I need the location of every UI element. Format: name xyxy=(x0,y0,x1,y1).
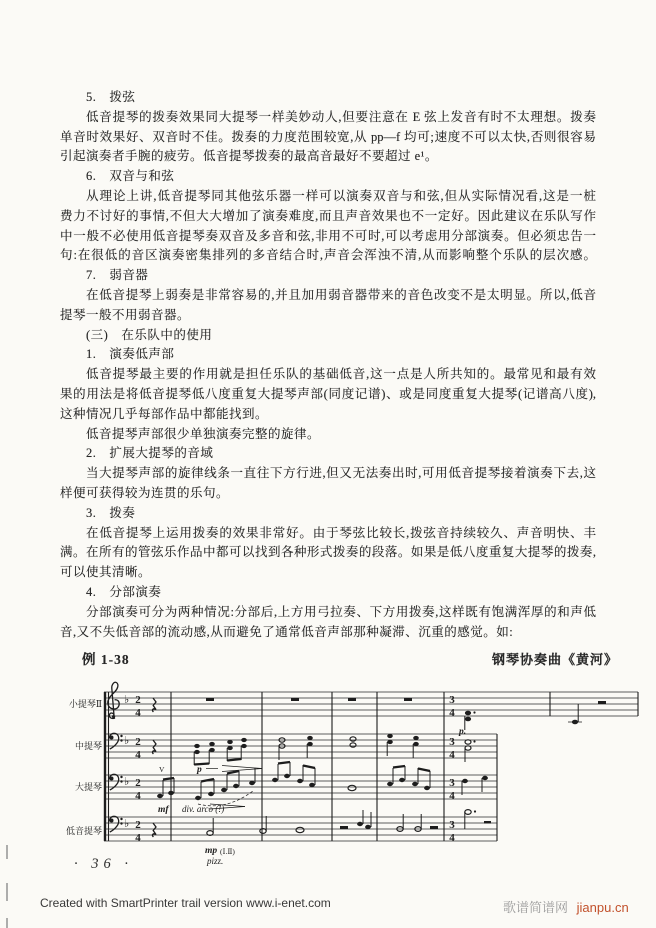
svg-text:4: 4 xyxy=(135,707,141,719)
section-heading: 2. 扩展大提琴的音域 xyxy=(86,446,214,461)
section-heading: 3. 拨奏 xyxy=(86,505,136,520)
scan-artifact-line xyxy=(6,918,8,928)
site-name: 歌谱简谱网 xyxy=(503,900,569,915)
body-text-line: 这种情况几乎每部作品中都能找到。 xyxy=(60,406,269,421)
svg-text:4: 4 xyxy=(135,832,141,844)
svg-text:3: 3 xyxy=(449,694,455,706)
site-domain: jianpu.cn xyxy=(576,900,629,915)
svg-text:2: 2 xyxy=(135,736,141,748)
body-text-line: 果的用法是将低音提琴低八度重复大提琴声部(同度记谱)、或是同度重复大提琴(记谱高八度), xyxy=(60,386,596,401)
svg-text:4: 4 xyxy=(449,707,455,719)
svg-text:4: 4 xyxy=(449,832,455,844)
divisi-arco-text: div. arco (!) xyxy=(182,804,225,814)
body-text-line: 费力不讨好的事情,不但大大增加了演奏难度,而且声音效果也不一定好。因此建议在乐队写作 xyxy=(60,208,596,223)
body-text-line: 中一般不必使用低音提琴奏双音及多音和弦,非用不可时,可以考虑用分部演奏。但必须忠告一 xyxy=(60,228,596,243)
body-text-line: 分部演奏可分为两种情况:分部后,上方用弓拉奏、下方用拨奏,这样既有饱满浑厚的和声低 xyxy=(86,604,596,619)
bass-clef-icon xyxy=(109,733,122,749)
hairpin-viola xyxy=(206,766,262,772)
staff-doublebass xyxy=(104,817,497,841)
body-text-line: 在低音提琴上弱奏是非常容易的,并且加用弱音器带来的音色改变不是太明显。所以,低音 xyxy=(86,287,596,302)
time-signature xyxy=(135,694,141,844)
svg-text:4: 4 xyxy=(449,749,455,761)
flat-icon: ♭ xyxy=(124,775,130,788)
page-number: · 36 · xyxy=(74,856,133,872)
svg-text:4: 4 xyxy=(135,749,141,761)
violin2-notes xyxy=(206,698,606,730)
section-heading: 6. 双音与和弦 xyxy=(86,169,175,184)
flat-icon: ♭ xyxy=(124,817,130,830)
svg-text:3: 3 xyxy=(449,777,455,789)
site-watermark xyxy=(503,897,629,916)
section-heading: 4. 分部演奏 xyxy=(86,584,162,599)
example-caption-row xyxy=(60,648,618,668)
staff-label-cello: 大提琴 xyxy=(74,782,102,792)
body-text xyxy=(60,88,596,642)
body-text-line: 在低音提琴上运用拨奏的效果非常好。由于琴弦比较长,拨弦音持续较久、声音明快、丰 xyxy=(86,525,596,540)
svg-text:4: 4 xyxy=(135,790,141,802)
body-text-line: 提琴一般不用弱音器。 xyxy=(60,307,191,322)
flat-icon: ♭ xyxy=(124,734,130,747)
flat-icon: ♭ xyxy=(124,693,130,706)
body-text-line: 引起演奏者手腕的疲劳。低音提琴拨奏的最高音最好不要超过 e¹。 xyxy=(60,149,438,164)
section-heading: 7. 弱音器 xyxy=(86,268,149,283)
body-text-line: 单音时效果好、双音时不佳。拨奏的力度范围较宽,从 pp—f 均可;速度不可以太快,否则很容易 xyxy=(60,129,596,144)
pizz-text: pizz. xyxy=(207,856,224,866)
time-change xyxy=(449,694,455,844)
example-source-title: 钢琴协奏曲《黄河》 xyxy=(491,652,618,667)
viola-notes xyxy=(194,734,475,765)
bass-clef-icon xyxy=(109,816,122,832)
body-text-line: 可以使其清晰。 xyxy=(60,565,152,580)
body-text-line: 样便可获得较为连贯的乐句。 xyxy=(60,485,230,500)
body-text-line: 低音提琴的拨奏效果同大提琴一样美妙动人,但要注意在 E 弦上发音有时不太理想。拨奏 xyxy=(86,109,596,124)
body-text-line: 音,又不失低音部的流动感,从而避免了通常低音声部那种凝滞、沉重的感觉。如: xyxy=(60,624,514,639)
svg-text:3: 3 xyxy=(449,736,455,748)
treble-clef-icon xyxy=(108,682,119,718)
body-text-line: 低音提琴声部很少单独演奏完整的旋律。 xyxy=(86,426,321,441)
body-text-line: 句:在很低的音区演奏密集排列的多音结合时,声音会浑浊不清,从而影响整个乐队的层次感。 xyxy=(60,248,596,263)
part-numbers-text: (Ⅰ.Ⅱ) xyxy=(220,847,235,856)
dynamic-p-viola: p xyxy=(197,765,202,775)
staff-label-doublebass: 低音提琴 xyxy=(65,826,102,836)
music-score xyxy=(60,672,650,867)
dynamic-p-violin: p. xyxy=(459,727,467,737)
staff-label-viola: 中提琴 xyxy=(74,741,102,751)
scan-artifact-line xyxy=(6,845,8,859)
section-heading: (三) 在乐队中的使用 xyxy=(86,327,213,342)
scan-artifact-line xyxy=(6,883,8,901)
staff-label-violin2: 小提琴Ⅱ xyxy=(68,699,102,709)
svg-text:2: 2 xyxy=(135,819,141,831)
staff-viola xyxy=(104,734,497,758)
svg-text:2: 2 xyxy=(135,694,141,706)
body-text-line: 当大提琴声部的旋律线条一直往下方行进,但又无法奏出时,可用低音提琴接着演奏下去,这 xyxy=(86,466,596,481)
svg-text:3: 3 xyxy=(449,819,455,831)
body-text-line: 满。在所有的管弦乐作品中都可以找到各种形式拨奏的段落。如果是低八度重复大提琴的拨奏, xyxy=(60,545,596,560)
body-text-line: 从理论上讲,低音提琴同其他弦乐器一样可以演奏双音与和弦,但从实际情况看,这是一桩 xyxy=(86,188,596,203)
staff-violin2 xyxy=(104,692,638,716)
example-number: 例 1-38 xyxy=(82,652,130,667)
body-text-line: 低音提琴最主要的作用就是担任乐队的基础低音,这一点是人所共知的。最常见和最有效 xyxy=(86,367,596,382)
dynamic-mp-bass: mp xyxy=(205,846,218,856)
section-heading: 1. 演奏低声部 xyxy=(86,347,175,362)
printer-watermark: Created with SmartPrinter trail version www.i-enet.com xyxy=(40,896,331,910)
dynamic-mf-cello: mf xyxy=(158,805,169,815)
section-heading: 5. 拨弦 xyxy=(86,90,136,104)
up-bow-mark: V xyxy=(159,765,165,774)
svg-text:4: 4 xyxy=(449,790,455,802)
bass-clef-icon xyxy=(109,774,122,790)
svg-text:2: 2 xyxy=(135,777,141,789)
